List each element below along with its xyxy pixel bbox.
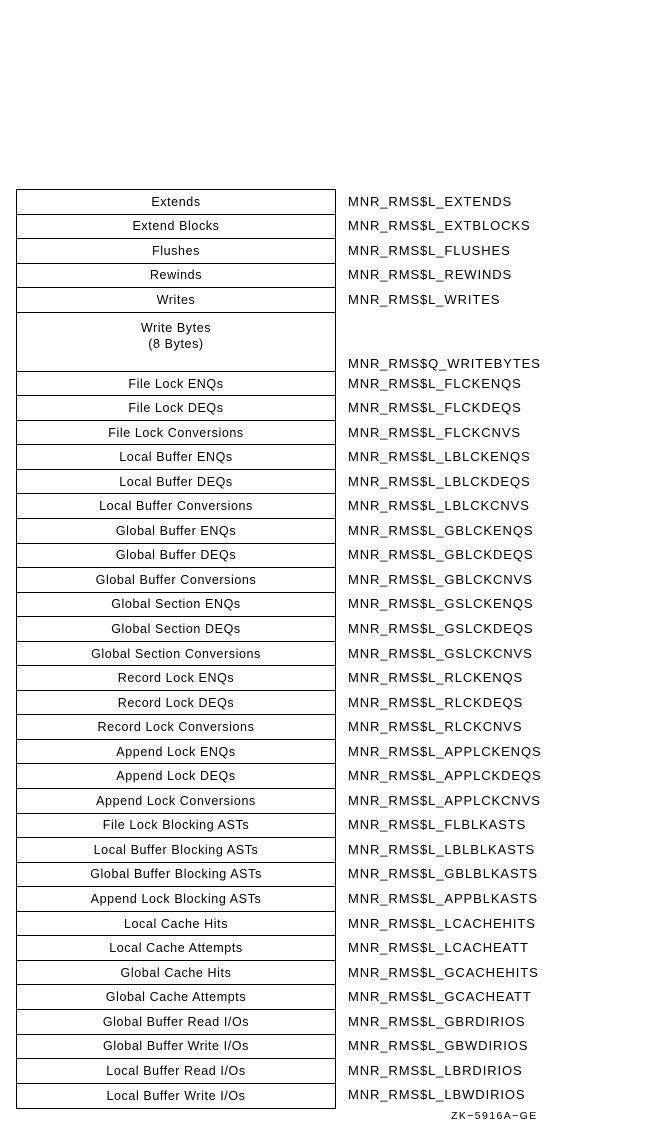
field-symbol: [348, 395, 658, 420]
field-symbol: [348, 444, 658, 469]
field-symbol-text: MNR_RMS$L_GSLCKCNVS: [348, 645, 533, 661]
field-symbol-text: MNR_RMS$L_LBLCKDEQS: [348, 473, 531, 489]
field-symbol-text: MNR_RMS$L_GBWDIRIOS: [348, 1038, 529, 1054]
field-label: File Lock DEQs: [128, 401, 224, 416]
field-symbol-text: MNR_RMS$L_FLCKCNVS: [348, 424, 521, 440]
field-label: Global Section Conversions: [91, 646, 261, 661]
field-symbol: [348, 862, 658, 887]
field-cell: [17, 961, 335, 986]
field-label: Global Buffer Conversions: [95, 572, 257, 587]
field-symbol: [348, 189, 658, 214]
field-cell: [17, 544, 335, 569]
field-symbol: [348, 886, 658, 911]
field-cell: [17, 372, 335, 397]
field-cell: [17, 470, 335, 495]
field-label: Write Bytes: [140, 320, 212, 335]
field-label: Record Lock Conversions: [97, 720, 255, 735]
field-label: Local Buffer DEQs: [119, 474, 233, 489]
field-symbol-text: MNR_RMS$L_LBLCKCNVS: [348, 498, 530, 514]
field-label-size: (8 Bytes): [148, 336, 204, 351]
field-symbol-text: MNR_RMS$L_FLCKDEQS: [348, 400, 522, 416]
field-symbol-text: MNR_RMS$L_GBLCKCNVS: [348, 571, 533, 587]
field-cell: [17, 1059, 335, 1084]
field-symbol-text: MNR_RMS$L_RLCKDEQS: [348, 694, 524, 710]
field-cell: [17, 445, 335, 470]
field-symbol: [348, 469, 658, 494]
field-cell: [17, 593, 335, 618]
field-label: File Lock ENQs: [128, 376, 224, 391]
field-label: Append Lock Conversions: [96, 793, 256, 808]
field-label: Extends: [151, 194, 201, 209]
field-cell: [17, 666, 335, 691]
field-label: Global Buffer Read I/Os: [102, 1014, 250, 1029]
field-symbol: [348, 960, 658, 985]
field-symbol-text: MNR_RMS$L_APPLCKENQS: [348, 743, 542, 759]
field-symbol: [348, 837, 658, 862]
field-symbol: [348, 935, 658, 960]
field-label: Global Section DEQs: [111, 621, 241, 636]
field-label: Local Buffer Conversions: [99, 499, 253, 514]
field-symbol-text: MNR_RMS$L_GBLBLKASTS: [348, 866, 538, 882]
field-cell: [17, 691, 335, 716]
field-cell: [17, 313, 335, 372]
field-symbol-text: MNR_RMS$L_LCACHEHITS: [348, 915, 536, 931]
field-symbol-text: MNR_RMS$L_LBWDIRIOS: [348, 1087, 526, 1103]
field-cell: [17, 936, 335, 961]
field-symbol: [348, 518, 658, 543]
field-cell: [17, 190, 335, 215]
field-label: Append Lock ENQs: [116, 744, 236, 759]
field-label: File Lock Blocking ASTs: [102, 818, 250, 833]
field-symbol: [348, 287, 658, 312]
record-field-table: [16, 189, 336, 1109]
field-label: Global Buffer Blocking ASTs: [90, 867, 262, 882]
field-label: Global Buffer Write I/Os: [103, 1039, 249, 1054]
field-cell: [17, 715, 335, 740]
field-symbol-text: MNR_RMS$L_GBRDIRIOS: [348, 1013, 526, 1029]
field-cell: [17, 396, 335, 421]
field-symbol-text: MNR_RMS$L_FLUSHES: [348, 242, 511, 258]
field-symbol-list: [348, 189, 658, 1107]
field-symbol: [348, 911, 658, 936]
field-cell: [17, 215, 335, 240]
field-symbol: [348, 567, 658, 592]
field-symbol-text: MNR_RMS$L_EXTENDS: [348, 193, 513, 209]
field-cell: [17, 494, 335, 519]
field-symbol-text: MNR_RMS$L_GBLCKENQS: [348, 522, 534, 538]
field-symbol: [348, 1009, 658, 1034]
field-symbol-text: MNR_RMS$L_GSLCKENQS: [348, 596, 534, 612]
field-cell: [17, 1084, 335, 1109]
field-label: Record Lock ENQs: [117, 671, 235, 686]
field-label: Append Lock DEQs: [116, 769, 236, 784]
field-symbol: [348, 371, 658, 396]
field-label: Global Buffer DEQs: [115, 548, 237, 563]
field-cell: [17, 912, 335, 937]
field-cell: [17, 789, 335, 814]
field-label: Global Buffer ENQs: [115, 523, 237, 538]
field-label: Extend Blocks: [132, 219, 220, 234]
field-symbol-text: MNR_RMS$Q_WRITEBYTES: [348, 355, 541, 371]
field-cell: [17, 764, 335, 789]
field-label: Local Buffer Write I/Os: [106, 1088, 246, 1103]
field-cell: [17, 838, 335, 863]
field-cell: [17, 642, 335, 667]
field-symbol-text: MNR_RMS$L_EXTBLOCKS: [348, 218, 531, 234]
field-symbol-text: MNR_RMS$L_GCACHEATT: [348, 989, 532, 1005]
field-cell: [17, 863, 335, 888]
field-cell: [17, 814, 335, 839]
figure-id: ZK−5916A−GE: [451, 1110, 538, 1122]
field-symbol: [348, 214, 658, 239]
field-symbol: [348, 420, 658, 445]
field-symbol: [348, 263, 658, 288]
field-label: File Lock Conversions: [108, 425, 244, 440]
field-label: Local Cache Attempts: [109, 941, 243, 956]
field-label: Local Cache Hits: [123, 916, 229, 931]
field-symbol-text: MNR_RMS$L_APPLCKCNVS: [348, 792, 541, 808]
field-cell: [17, 288, 335, 313]
field-cell: [17, 421, 335, 446]
field-symbol: [348, 493, 658, 518]
field-symbol-text: MNR_RMS$L_WRITES: [348, 291, 501, 307]
field-label: Local Buffer ENQs: [119, 450, 233, 465]
field-cell: [17, 239, 335, 264]
field-symbol: [348, 312, 658, 371]
field-symbol-text: MNR_RMS$L_REWINDS: [348, 267, 513, 283]
field-cell: [17, 568, 335, 593]
field-symbol-text: MNR_RMS$L_FLBLKASTS: [348, 817, 527, 833]
field-symbol: [348, 984, 658, 1009]
field-symbol: [348, 788, 658, 813]
field-symbol: [348, 592, 658, 617]
field-cell: [17, 264, 335, 289]
field-symbol-text: MNR_RMS$L_APPBLKASTS: [348, 890, 538, 906]
field-symbol: [348, 763, 658, 788]
field-symbol-text: MNR_RMS$L_LBRDIRIOS: [348, 1062, 523, 1078]
field-symbol: [348, 690, 658, 715]
field-cell: [17, 887, 335, 912]
field-symbol-text: MNR_RMS$L_RLCKENQS: [348, 670, 524, 686]
field-label: Record Lock DEQs: [117, 695, 235, 710]
field-symbol: [348, 641, 658, 666]
field-symbol-text: MNR_RMS$L_LBLCKENQS: [348, 449, 531, 465]
field-symbol: [348, 665, 658, 690]
field-symbol-text: MNR_RMS$L_FLCKENQS: [348, 375, 522, 391]
field-symbol: [348, 1034, 658, 1059]
field-label: Global Section ENQs: [111, 597, 241, 612]
field-label: Rewinds: [149, 268, 203, 283]
field-symbol-text: MNR_RMS$L_GBLCKDEQS: [348, 547, 534, 563]
field-symbol: [348, 543, 658, 568]
field-cell: [17, 1035, 335, 1060]
field-symbol: [348, 616, 658, 641]
field-symbol: [348, 739, 658, 764]
field-symbol-text: MNR_RMS$L_GCACHEHITS: [348, 964, 539, 980]
field-label: Global Cache Attempts: [105, 990, 247, 1005]
field-symbol-text: MNR_RMS$L_APPLCKDEQS: [348, 768, 542, 784]
field-symbol: [348, 1058, 658, 1083]
field-label: Local Buffer Blocking ASTs: [93, 842, 259, 857]
field-cell: [17, 519, 335, 544]
field-symbol-text: MNR_RMS$L_LCACHEATT: [348, 940, 529, 956]
field-symbol: [348, 714, 658, 739]
field-symbol: [348, 1083, 658, 1108]
field-label: Flushes: [152, 243, 200, 258]
field-cell: [17, 1010, 335, 1035]
field-symbol-text: MNR_RMS$L_GSLCKDEQS: [348, 620, 534, 636]
field-label: Append Lock Blocking ASTs: [90, 891, 262, 906]
field-symbol-text: MNR_RMS$L_RLCKCNVS: [348, 719, 523, 735]
field-label: Global Cache Hits: [120, 965, 232, 980]
field-label: Local Buffer Read I/Os: [106, 1063, 246, 1078]
field-symbol-text: MNR_RMS$L_LBLBLKASTS: [348, 841, 536, 857]
field-symbol: [348, 238, 658, 263]
field-cell: [17, 740, 335, 765]
field-cell: [17, 617, 335, 642]
field-symbol: [348, 813, 658, 838]
field-label: Writes: [156, 292, 196, 307]
field-cell: [17, 985, 335, 1010]
